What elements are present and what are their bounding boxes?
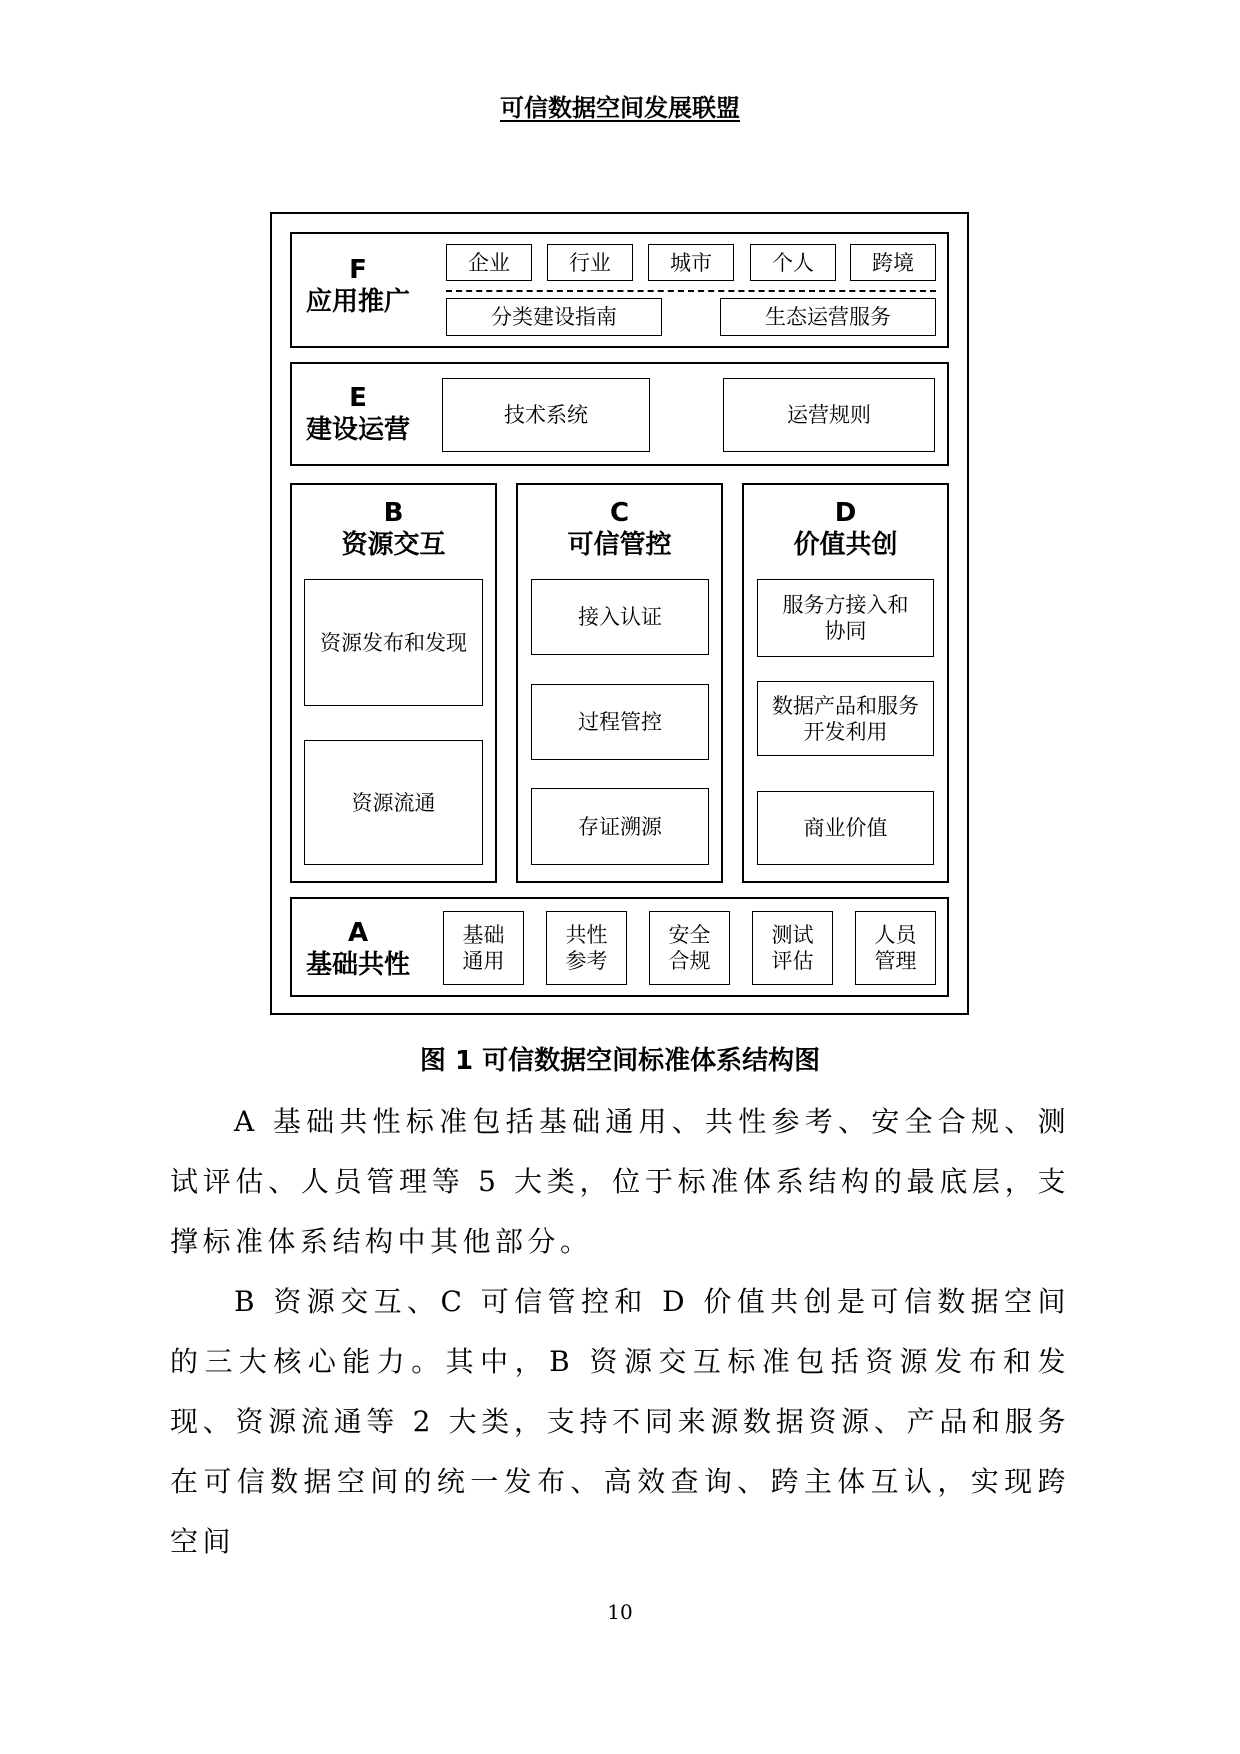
layer-e-name: 建设运营 bbox=[305, 415, 410, 445]
f-item-classification-guide: 分类建设指南 bbox=[446, 298, 662, 336]
layer-a-foundation bbox=[290, 897, 949, 997]
c-item-process-control: 过程管控 bbox=[531, 684, 709, 760]
layer-d-name: 价值共创 bbox=[793, 530, 898, 560]
a-item-basic-general: 基础 通用 bbox=[443, 911, 524, 985]
paragraph-2: B 资源交互、C 可信管控和 D 价值共创是可信数据空间的三大核心能力。其中，B 资源交互标准包括资源发布和发现、资源流通等 2 大类，支持不同来源数据资源、产品和服务在可信数据空间的统一发布、高效查询、跨主体互认，实现跨空间 bbox=[170, 1285, 1070, 1558]
a-item-personnel-management: 人员 管理 bbox=[855, 911, 936, 985]
paragraph-1: A 基础共性标准包括基础通用、共性参考、安全合规、测试评估、人员管理等 5 大类，位于标准体系结构的最底层，支撑标准体系结构中其他部分。 bbox=[170, 1105, 1070, 1258]
layer-e-letter: E bbox=[349, 383, 367, 413]
layer-c-letter: C bbox=[609, 498, 630, 528]
f-item-ecosystem-service: 生态运营服务 bbox=[720, 298, 936, 336]
layer-f-letter: F bbox=[349, 255, 367, 285]
page-header-title: 可信数据空间发展联盟 bbox=[500, 93, 740, 122]
layer-c-trust bbox=[516, 483, 723, 883]
standard-structure-diagram bbox=[270, 212, 969, 1015]
e-item-operation-rules: 运营规则 bbox=[723, 378, 935, 452]
layer-f-label bbox=[298, 254, 418, 318]
layer-b-resource bbox=[290, 483, 497, 883]
f-item-cross-border: 跨境 bbox=[850, 244, 936, 281]
layer-a-name: 基础共性 bbox=[305, 950, 410, 980]
page-number: 10 bbox=[607, 1600, 633, 1624]
layer-b-label bbox=[292, 497, 495, 561]
d-item-service-access: 服务方接入和 协同 bbox=[757, 579, 934, 657]
f-item-enterprise: 企业 bbox=[446, 244, 532, 281]
c-item-access-auth: 接入认证 bbox=[531, 579, 709, 655]
f-item-city: 城市 bbox=[648, 244, 734, 281]
a-item-test-evaluation: 测试 评估 bbox=[752, 911, 833, 985]
b-item-resource-circulation: 资源流通 bbox=[304, 740, 483, 865]
a-item-security-compliance: 安全 合规 bbox=[649, 911, 730, 985]
e-item-tech-system: 技术系统 bbox=[442, 378, 650, 452]
layer-d-letter: D bbox=[834, 498, 857, 528]
layer-b-letter: B bbox=[383, 498, 404, 528]
f-dashed-divider bbox=[446, 290, 936, 292]
d-item-product-development: 数据产品和服务 开发利用 bbox=[757, 681, 934, 756]
f-item-industry: 行业 bbox=[547, 244, 633, 281]
layer-c-label bbox=[518, 497, 721, 561]
layer-f-application bbox=[290, 232, 949, 348]
layer-f-name: 应用推广 bbox=[305, 287, 410, 317]
b-item-publish-discover: 资源发布和发现 bbox=[304, 579, 483, 706]
layer-d-value bbox=[742, 483, 949, 883]
d-item-commercial-value: 商业价值 bbox=[757, 791, 934, 865]
layer-d-label bbox=[744, 497, 947, 561]
c-item-evidence-trace: 存证溯源 bbox=[531, 788, 709, 865]
layer-e-construction bbox=[290, 362, 949, 466]
f-item-individual: 个人 bbox=[750, 244, 836, 281]
figure-caption: 图 1 可信数据空间标准体系结构图 bbox=[419, 1046, 821, 1076]
layer-c-name: 可信管控 bbox=[567, 530, 672, 560]
a-item-common-reference: 共性 参考 bbox=[546, 911, 627, 985]
layer-a-label bbox=[298, 917, 418, 981]
layer-a-letter: A bbox=[347, 918, 369, 948]
layer-e-label bbox=[298, 382, 418, 446]
layer-b-name: 资源交互 bbox=[341, 530, 446, 560]
